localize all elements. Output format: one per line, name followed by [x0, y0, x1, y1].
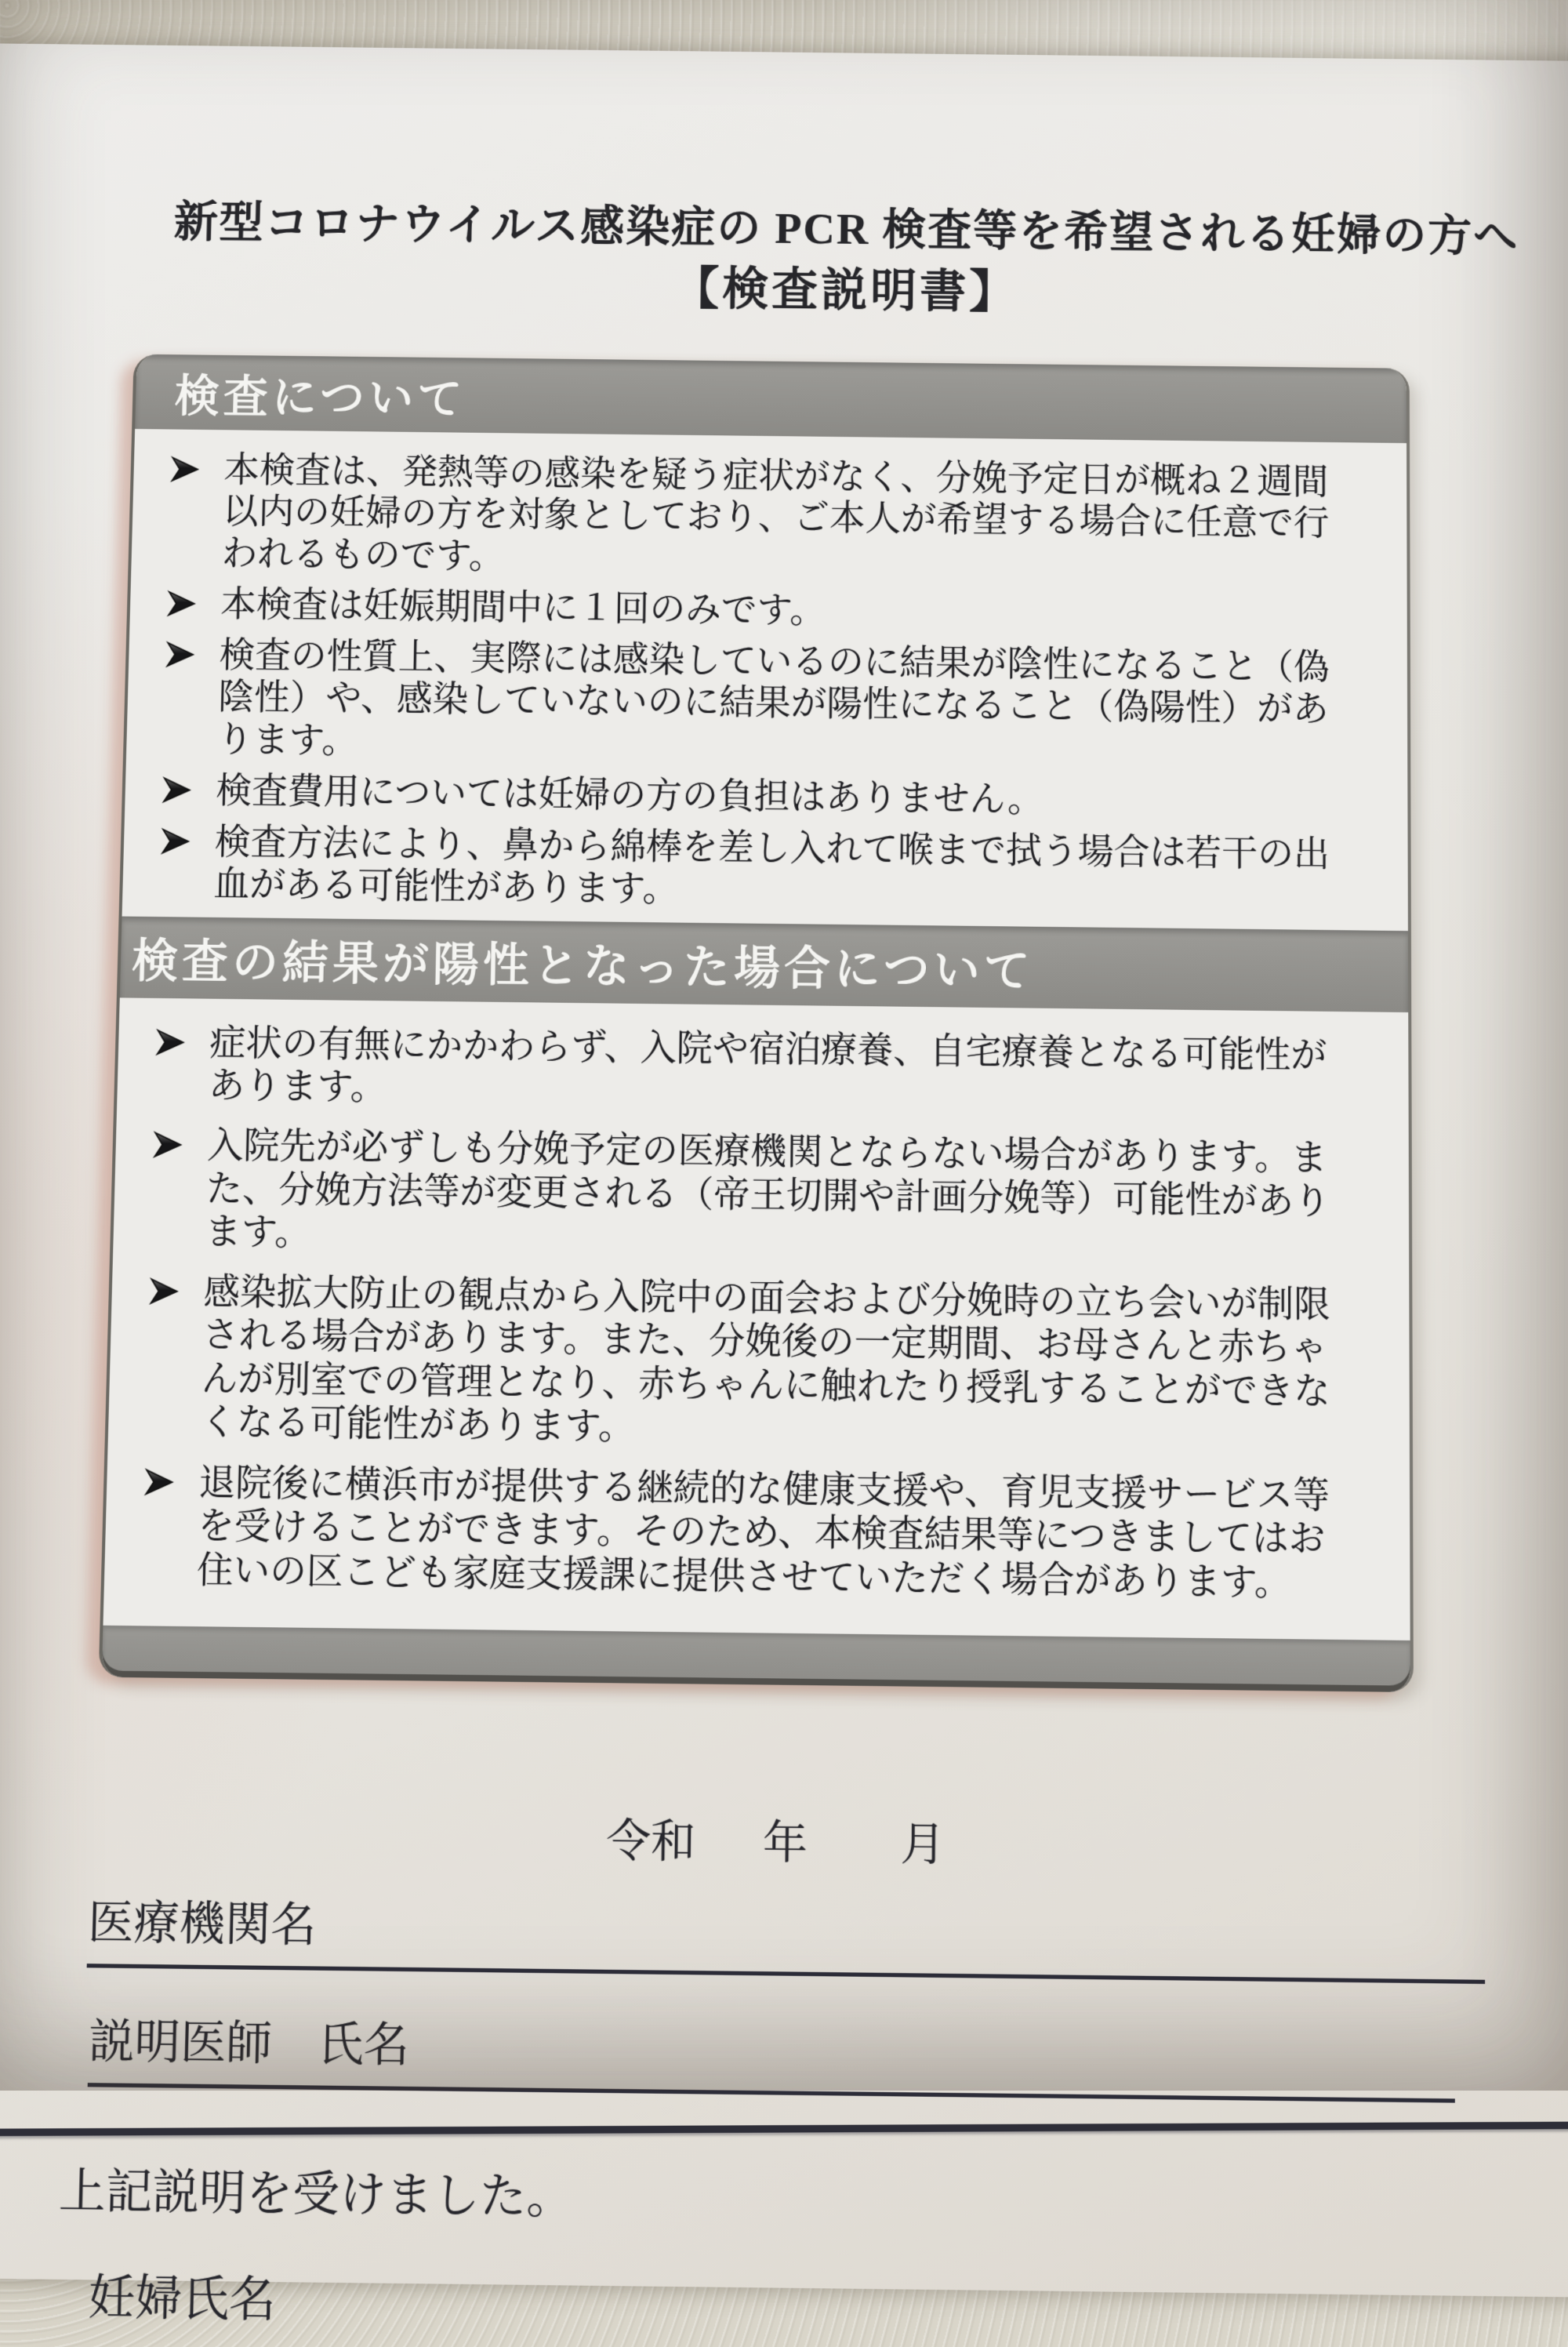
date-line — [605, 1804, 1568, 1880]
list-item — [149, 1123, 1353, 1266]
arrow-bullet-icon — [153, 1020, 190, 1106]
arrow-bullet-icon — [167, 448, 205, 573]
medical-institution-label: 医療機関名 — [87, 1896, 318, 1952]
list-item — [161, 768, 1353, 823]
separator-rule — [0, 2121, 1568, 2137]
bullet-text: 本検査は妊娠期間中に１回のみです。 — [220, 583, 826, 630]
bullet-text: 退院後に横浜市が提供する継続的な健康支援や、育児支援サービス等を受けることができます。そのため、本検査結果等につきましてはお住いの区こども家庭支援課に提供させていただく場合があります。 — [196, 1461, 1330, 1603]
list-item — [140, 1459, 1354, 1604]
section-header-positive-result — [120, 916, 1408, 1012]
arrow-bullet-icon — [149, 1123, 187, 1252]
arrow-bullet-icon — [158, 819, 195, 904]
page-subtitle: 【検査説明書】 — [672, 263, 1019, 318]
arrow-bullet-icon — [165, 582, 201, 624]
document-content — [0, 44, 1568, 2345]
list-item — [165, 582, 1352, 637]
bullet-text: 症状の有無にかかわらず、入院や宿泊療養、自宅療養となる可能性があります。 — [208, 1021, 1327, 1107]
list-item — [153, 1020, 1353, 1119]
section-heading-label: 検査について — [173, 371, 467, 425]
arrow-bullet-icon — [161, 768, 196, 810]
bullet-text: 検査費用については妊婦の方の負担はありません。 — [215, 769, 1044, 819]
list-item — [162, 633, 1353, 772]
year-label: 年 — [762, 1816, 808, 1869]
section-heading-label: 検査の結果が陽性となった場合について — [131, 935, 1034, 997]
list-item — [167, 448, 1352, 586]
list-item — [144, 1269, 1354, 1455]
bullet-text: 感染拡大防止の観点から入院中の面会および分娩時の立ち会いが制限される場合があります。また、分娩後の一定期間、お母さんと赤ちゃんが別室での管理となり、赤ちゃんに触れたり授乳することができなくなる可能性があります。 — [199, 1270, 1330, 1447]
explaining-doctor-label: 説明医師 氏名 — [88, 2015, 410, 2072]
arrow-bullet-icon — [144, 1269, 183, 1442]
bullet-text: 入院先が必ずしも分娩予定の医療機関とならない場合があります。また、分娩方法等が変更される（帝王切開や計画分娩等）可能性があります。 — [204, 1124, 1330, 1252]
bullet-text: 検査の性質上、実際には感染しているのに結果が陰性になること（偽陰性）や、感染していないのに結果が陽性になること（偽陽性）があります。 — [216, 634, 1330, 761]
month-label: 月 — [900, 1818, 946, 1870]
era-label: 令和 — [605, 1814, 696, 1867]
explaining-doctor-field — [88, 2004, 1455, 2102]
list-item — [158, 819, 1353, 917]
medical-institution-field — [87, 1885, 1486, 1984]
section-about-test-bullets — [122, 429, 1408, 931]
acknowledgement-text: 上記説明を受けました。 — [58, 2164, 574, 2225]
paper-sheet — [0, 43, 1568, 2327]
arrow-bullet-icon — [140, 1459, 179, 1590]
arrow-bullet-icon — [162, 633, 200, 759]
document-header — [166, 194, 1526, 327]
pregnant-woman-name-label: 妊婦氏名 — [87, 2270, 277, 2327]
section-header-about-test — [135, 354, 1406, 443]
bullet-text: 本検査は、発熱等の感染を疑う症状がなく、分娩予定日が概ね２週間以内の妊婦の方を対象としており、ご本人が希望する場合に任意で行われるものです。 — [221, 449, 1330, 576]
section-positive-result-bullets — [103, 997, 1410, 1640]
page-title: 新型コロナウイルス感染症の PCR 検査等を希望される妊婦の方へ — [172, 198, 1519, 261]
explanation-box — [99, 354, 1414, 1692]
bullet-text: 検査方法により、鼻から綿棒を差し入れて喉まで拭う場合は若干の出血がある可能性があります。 — [212, 820, 1330, 910]
